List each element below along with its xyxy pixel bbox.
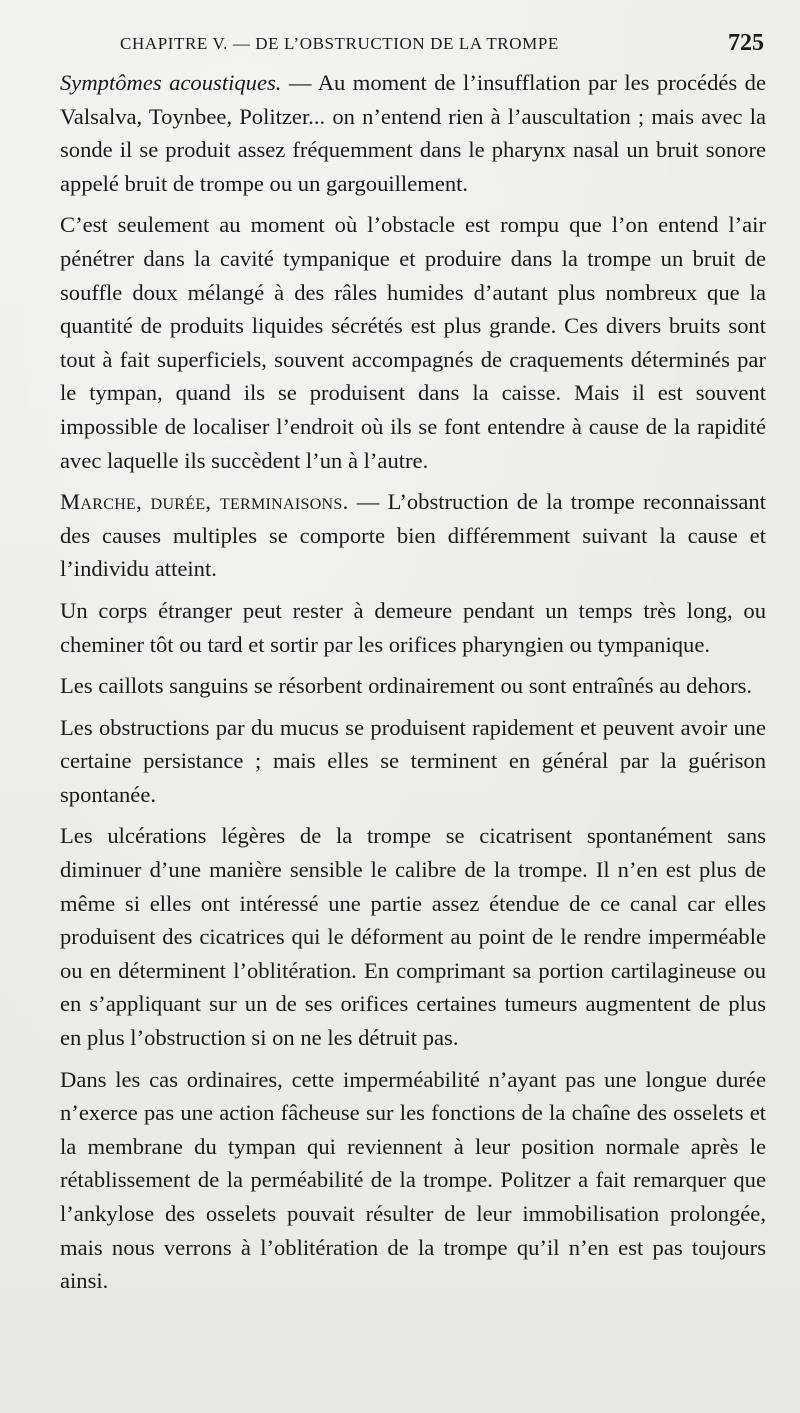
- paragraph-text: Les obstructions par du mucus se produisent rapidement et peuvent avoir une certaine persistance ; mais elles se terminent en général par la guérison spontanée.: [60, 714, 766, 807]
- paragraph-text: Dans les cas ordinaires, cette imperméabilité n’ayant pas une longue durée n’exerce pas une action fâcheuse sur les fonctions de la chaîne des osselets et la membrane du tympan qui reviennent à leur position normale après le rétablissement de la perméabilité de la trompe. Politzer a fait remarquer que l’ankylose des osselets pouvait résulter de leur immobilisation prolongée, mais nous verrons à l’oblitération de la trompe qu’il n’en est pas toujours ainsi.: [60, 1066, 766, 1294]
- running-head: [60, 30, 768, 60]
- paragraph-text: Les caillots sanguins se résorbent ordinairement ou sont entraînés au dehors.: [60, 673, 753, 699]
- paragraph-text: — L’obstruction de la trompe reconnaissant des causes multiples se comporte bien différemment suivant la cause et l’individu atteint.: [60, 489, 766, 582]
- paragraph-corps-etranger: [60, 594, 766, 661]
- page-number: 725: [728, 30, 764, 56]
- body-text: [60, 66, 766, 1306]
- paragraph-text: C’est seulement au moment où l’obstacle est rompu que l’on entend l’air pénétrer dans la cavité tympanique et produire dans la trompe un bruit de souffle doux mélangé à des râles humides d’autant plus nombreux que la quantité de produits liquides sécrétés est plus grande. Ces divers bruits sont tout à fait superficiels, souvent accompagnés de craquements déterminés par le tympan, quand ils se produisent dans la caisse. Mais il est souvent impossible de localiser l’endroit où ils se font entendre à cause de la rapidité avec laquelle ils succèdent l’un à l’autre.: [60, 212, 766, 473]
- paragraph-obstacle: [60, 208, 766, 477]
- paragraph-caillots: [60, 669, 766, 703]
- paragraph-marche: [60, 485, 766, 586]
- paragraph-symptomes: [60, 66, 766, 200]
- paragraph-ulcerations: [60, 819, 766, 1054]
- paragraph-cas-ordinaires: [60, 1063, 766, 1298]
- running-title: CHAPITRE V. — DE L’OBSTRUCTION DE LA TROMPE: [120, 34, 559, 53]
- section-lead-symptomes: Symptômes acoustiques.: [60, 70, 282, 95]
- section-lead-marche: Marche, durée, terminaisons.: [60, 489, 349, 515]
- paragraph-text: Un corps étranger peut rester à demeure pendant un temps très long, ou cheminer tôt ou tard et sortir par les orifices pharyngien ou tympanique.: [60, 597, 766, 657]
- paragraph-text: — Au moment de l’insufflation par les procédés de Valsalva, Toynbee, Politzer... on n’entend rien à l’auscultation ; mais avec la sonde il se produit assez fréquemment dans le pharynx nasal un bruit sonore appelé bruit de trompe ou un gargouillement.: [60, 70, 766, 196]
- paragraph-text: Les ulcérations légères de la trompe se cicatrisent spontanément sans diminuer d’une manière sensible le calibre de la trompe. Il n’en est plus de même si elles ont intéressé une partie assez étendue de ce canal car elles produisent des cicatrices qui le déforment au point de le rendre imperméable ou en déterminent l’oblitération. En comprimant sa portion cartilagineuse ou en s’appliquant sur un de ses orifices certaines tumeurs augmentent de plus en plus l’obstruction si on ne les détruit pas.: [60, 823, 766, 1051]
- paragraph-mucus: [60, 711, 766, 812]
